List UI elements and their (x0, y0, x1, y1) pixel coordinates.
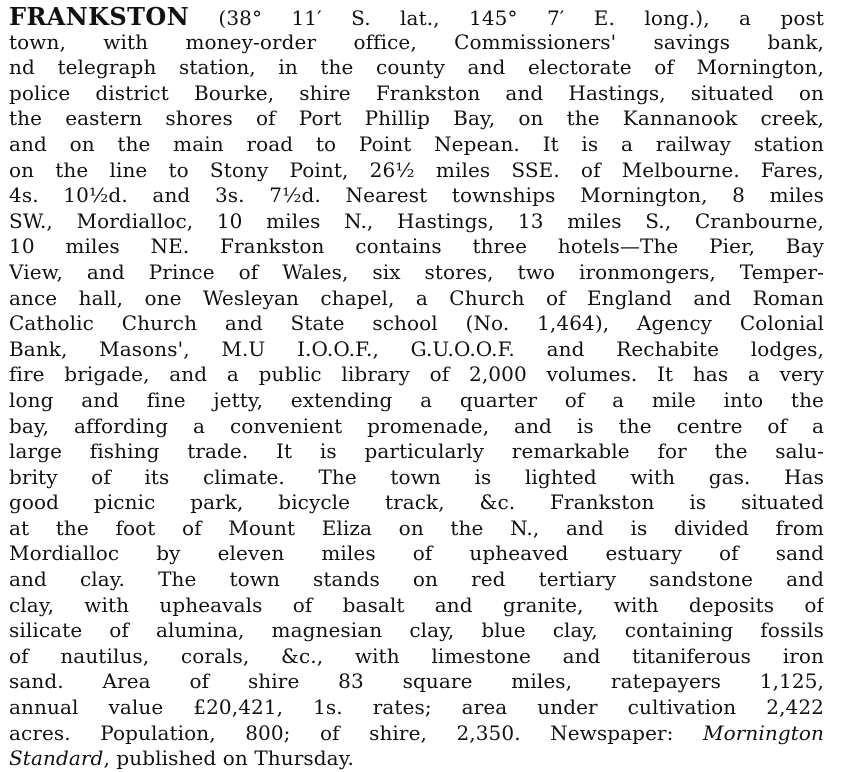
entry-line-21: at the foot of Mount Eliza on the N., and is divided from (9, 515, 824, 540)
entry-line-27: sand. Area of shire 83 square miles, ratepayers 1,125, (9, 669, 824, 694)
entry-line-23: and clay. The town stands on red tertiary sandstone and (9, 567, 824, 592)
entry-line-22: Mordialloc by eleven miles of upheaved estuary of sand (9, 541, 824, 566)
entry-line-11: View, and Prince of Wales, six stores, two ironmongers, Temper- (9, 259, 824, 284)
newspaper-name-part-2: Standard (9, 746, 104, 771)
entry-line-8: 4s. 10½d. and 3s. 7½d. Nearest townships Mornington, 8 miles (9, 183, 824, 208)
newspaper-name-part-1: Mornington (703, 720, 824, 745)
entry-line-15: fire brigade, and a public library of 2,000 volumes. It has a very (9, 362, 824, 387)
entry-line-14: Bank, Masons', M.U I.O.O.F., G.U.O.O.F. and Rechabite lodges, (9, 336, 824, 361)
entry-line-16: long and fine jetty, extending a quarter of a mile into the (9, 387, 824, 412)
coordinates-text: (38° 11′ S. lat., 145° 7′ E. long.), a post (189, 6, 824, 30)
entry-line-3: nd telegraph station, in the county and electorate of Mornington, (9, 55, 824, 80)
entry-line-26: of nautilus, corals, &c., with limestone and titaniferous iron (9, 643, 824, 668)
entry-line-28: annual value £20,421, 1s. rates; area under cultivation 2,422 (9, 695, 824, 720)
entry-line-2: town, with money-order office, Commissioners' savings bank, (9, 29, 824, 54)
entry-line-19: brity of its climate. The town is lighted with gas. Has (9, 464, 824, 489)
entry-line-29 (9, 721, 824, 747)
frankston-entry (9, 4, 824, 772)
entry-line-20: good picnic park, bicycle track, &c. Frankston is situated (9, 490, 824, 515)
entry-line-13: Catholic Church and State school (No. 1,464), Agency Colonial (9, 311, 824, 336)
entry-line-25: silicate of alumina, magnesian clay, blue clay, containing fossils (9, 618, 824, 643)
population-text: acres. Population, 800; of shire, 2,350. Newspaper: (9, 720, 703, 745)
entry-line-18: large fishing trade. It is particularly remarkable for the salu- (9, 439, 824, 464)
entry-line-10: 10 miles NE. Frankston contains three hotels—The Pier, Bay (9, 234, 824, 259)
entry-line-7: on the line to Stony Point, 26½ miles SSE. of Melbourne. Fares, (9, 157, 824, 182)
entry-line-4: police district Bourke, shire Frankston and Hastings, situated on (9, 80, 824, 105)
publication-day-text: , published on Thursday. (103, 746, 354, 771)
entry-line-9: SW., Mordialloc, 10 miles N., Hastings, 13 miles S., Cranbourne, (9, 208, 824, 233)
entry-line-30 (9, 746, 824, 772)
entry-line-5: the eastern shores of Port Phillip Bay, on the Kannanook creek, (9, 106, 824, 131)
entry-line-12: ance hall, one Wesleyan chapel, a Church of England and Roman (9, 285, 824, 310)
place-title: FRANKSTON (9, 4, 190, 30)
entry-line-6: and on the main road to Point Nepean. It is a railway station (9, 131, 824, 156)
entry-line-17: bay, affording a convenient promenade, and is the centre of a (9, 413, 824, 438)
entry-line-24: clay, with upheavals of basalt and granite, with deposits of (9, 592, 824, 617)
entry-line-1 (9, 4, 824, 30)
